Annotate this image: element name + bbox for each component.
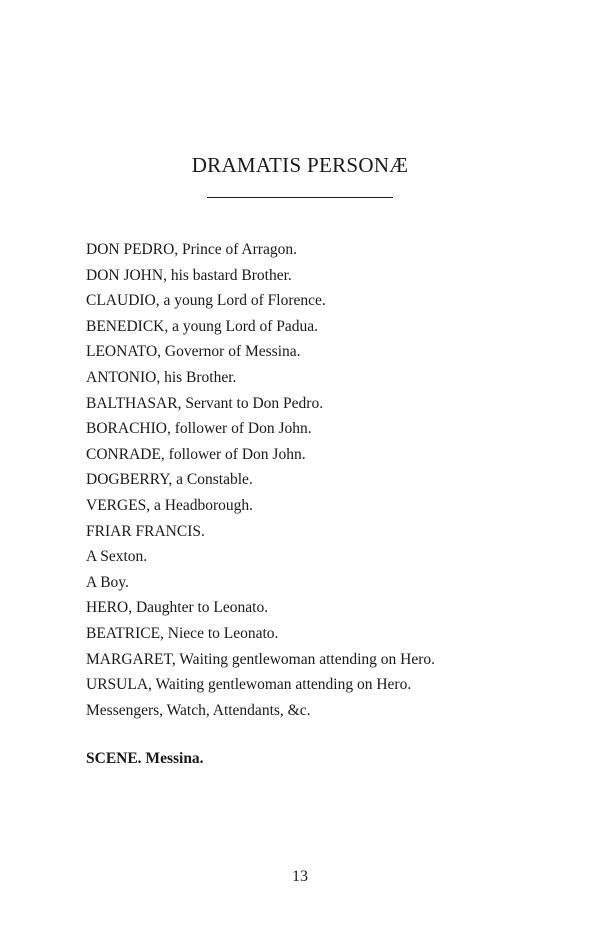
cast-list-item: DOGBERRY, a Constable. xyxy=(86,471,253,489)
scene-setting: SCENE. Messina. xyxy=(86,750,204,767)
page-title: DRAMATIS PERSONÆ xyxy=(191,153,409,177)
cast-list-item: MARGARET, Waiting gentlewoman attending on Hero. xyxy=(86,650,436,668)
page-number: 13 xyxy=(292,868,308,885)
cast-list-item: FRIAR FRANCIS. xyxy=(86,522,205,540)
cast-list-item: DON JOHN, his bastard Brother. xyxy=(86,266,292,284)
cast-list-item: A Boy. xyxy=(86,573,129,591)
cast-list-item: HERO, Daughter to Leonato. xyxy=(86,599,269,617)
cast-list-item: ANTONIO, his Brother. xyxy=(86,368,237,386)
cast-list-item: URSULA, Waiting gentlewoman attending on Hero. xyxy=(86,676,412,694)
title-divider xyxy=(207,197,393,198)
cast-list-item: BALTHASAR, Servant to Don Pedro. xyxy=(86,394,324,412)
cast-list-item: BORACHIO, follower of Don John. xyxy=(86,420,312,438)
cast-list-item: BENEDICK, a young Lord of Padua. xyxy=(86,317,319,335)
cast-list-item: Messengers, Watch, Attendants, &c. xyxy=(86,701,311,719)
cast-list-item: CLAUDIO, a young Lord of Florence. xyxy=(86,292,326,310)
cast-list-item: LEONATO, Governor of Messina. xyxy=(86,343,301,361)
cast-list-item: DON PEDRO, Prince of Arragon. xyxy=(86,241,297,258)
cast-list-item: A Sexton. xyxy=(86,548,148,566)
cast-list-item: CONRADE, follower of Don John. xyxy=(86,445,306,463)
cast-list xyxy=(86,237,435,723)
cast-list-item: VERGES, a Headborough. xyxy=(86,496,254,514)
cast-list-item: BEATRICE, Niece to Leonato. xyxy=(86,624,279,642)
